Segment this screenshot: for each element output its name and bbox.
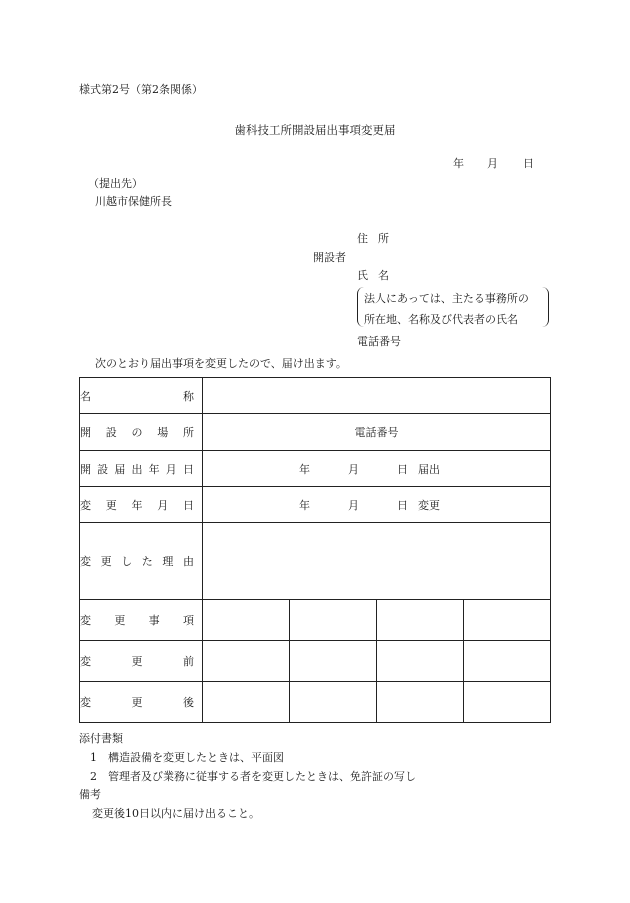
row-name xyxy=(80,378,551,414)
change-item-cell[interactable] xyxy=(377,600,464,641)
change-form-table xyxy=(79,377,551,723)
row-before xyxy=(80,641,551,682)
intro-text: 次のとおり届出事項を変更したので、届け出ます。 xyxy=(95,357,347,370)
row-location xyxy=(80,414,551,451)
location-phone-label: 電話番号 xyxy=(354,426,399,439)
attachment-item-2: 2 管理者及び業務に従事する者を変更したときは、免許証の写し xyxy=(90,770,416,783)
remarks-item-1: 変更後10日以内に届け出ること。 xyxy=(92,807,260,820)
recipient-label: （提出先） xyxy=(88,177,143,190)
name-label: 氏名 xyxy=(357,269,399,282)
before-cell[interactable] xyxy=(464,641,551,682)
row-change-items xyxy=(80,600,551,641)
row-after xyxy=(80,682,551,723)
date-month-label: 月 xyxy=(487,157,498,170)
row-reason xyxy=(80,523,551,600)
before-cell[interactable] xyxy=(203,641,290,682)
date-day-label: 日 xyxy=(523,157,534,170)
label-reason: 変 更 し た 理 由 xyxy=(80,555,194,568)
change-item-cell[interactable] xyxy=(203,600,290,641)
label-change-items: 変 更 事 項 xyxy=(80,614,194,627)
row-change-date xyxy=(80,487,551,523)
after-cell[interactable] xyxy=(290,682,377,723)
row-open-date xyxy=(80,451,551,487)
name-field[interactable] xyxy=(203,378,551,414)
label-change-date: 変 更 年 月 日 xyxy=(80,498,194,512)
date-year-label: 年 xyxy=(453,157,464,170)
before-cell[interactable] xyxy=(290,641,377,682)
location-field[interactable] xyxy=(203,414,551,451)
founder-label: 開設者 xyxy=(313,251,346,264)
address-label: 住所 xyxy=(357,232,399,245)
after-cell[interactable] xyxy=(203,682,290,723)
document-title: 歯科技工所開設届出事項変更届 xyxy=(234,123,396,137)
form-number: 様式第2号（第2条関係） xyxy=(79,83,203,96)
change-item-cell[interactable] xyxy=(464,600,551,641)
change-item-cell[interactable] xyxy=(290,600,377,641)
before-cell[interactable] xyxy=(377,641,464,682)
change-date-field[interactable]: 年 月 日 変更 xyxy=(203,487,551,523)
label-open-date: 開 設 届 出 年 月 日 xyxy=(80,462,194,476)
attachment-item-1: 1 構造設備を変更したときは、平面図 xyxy=(90,751,284,764)
label-after: 変 更 後 xyxy=(80,696,194,709)
label-before: 変 更 前 xyxy=(80,655,194,668)
corporation-note-line1: 法人にあっては、主たる事務所の xyxy=(364,292,529,305)
recipient-office: 川越市保健所長 xyxy=(95,195,172,208)
corporation-note-line2: 所在地、名称及び代表者の氏名 xyxy=(364,313,518,326)
label-location: 開 設 の 場 所 xyxy=(80,426,194,439)
after-cell[interactable] xyxy=(377,682,464,723)
open-date-field[interactable]: 年 月 日 届出 xyxy=(203,451,551,487)
attachments-heading: 添付書類 xyxy=(79,732,123,745)
phone-label: 電話番号 xyxy=(357,335,401,348)
after-cell[interactable] xyxy=(464,682,551,723)
reason-field[interactable] xyxy=(203,523,551,600)
label-name: 名 称 xyxy=(80,389,194,403)
remarks-heading: 備考 xyxy=(79,788,101,801)
